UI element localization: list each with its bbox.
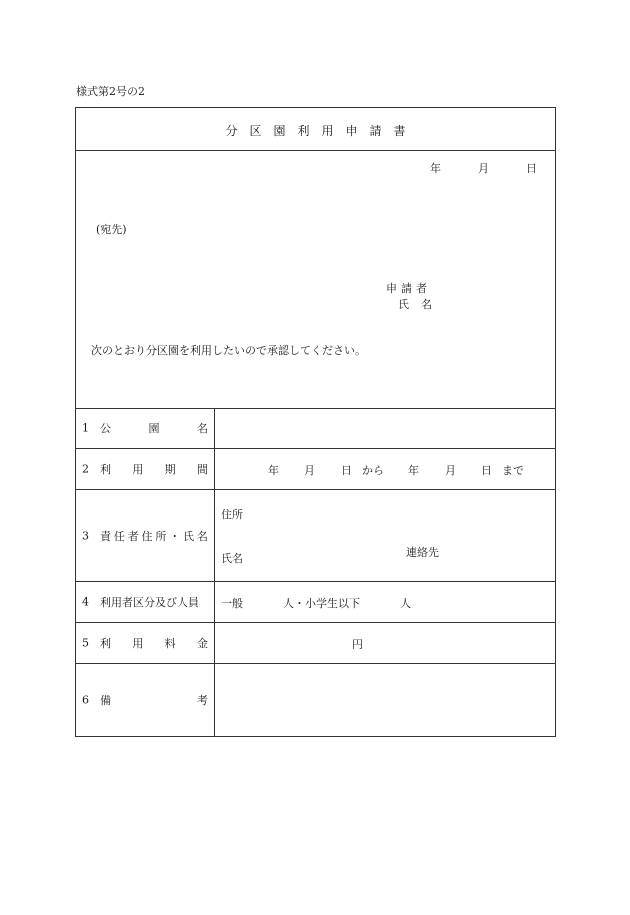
contact-label: 連絡先 (406, 546, 439, 559)
request-text: 次のとおり分区園を利用したいので承認してください。 (91, 344, 366, 357)
end-month-label: 月 (445, 464, 456, 477)
row-responsible-person (76, 490, 555, 582)
row-usage-fee (76, 623, 555, 664)
title-cell (76, 108, 555, 151)
responsible-person-field[interactable] (215, 490, 555, 581)
start-day-label: 日 (341, 464, 352, 477)
row-label (76, 582, 215, 622)
row-usage-period (76, 449, 555, 490)
usage-fee-field[interactable] (215, 623, 555, 663)
date-month-label: 月 (478, 162, 489, 175)
usage-period-field[interactable] (215, 449, 555, 489)
general-label: 一般 (221, 597, 243, 610)
row-label (76, 408, 215, 448)
applicant-block (386, 281, 444, 313)
from-label: から (362, 464, 384, 477)
row-label-text: 公 園 名 (100, 422, 208, 435)
yen-label: 円 (352, 638, 363, 651)
start-year-label: 年 (268, 464, 279, 477)
date-year-label: 年 (430, 162, 441, 175)
row-park-name (76, 408, 555, 449)
row-number: 3 (82, 529, 89, 542)
date-line (430, 160, 537, 176)
general-unit-label: 人・小学生以下 (283, 597, 360, 610)
row-label (76, 664, 215, 736)
applicant-label: 申請者 (386, 282, 431, 295)
user-category-field[interactable] (215, 582, 555, 622)
row-number: 4 (82, 595, 89, 609)
row-number: 2 (82, 462, 89, 476)
row-number: 6 (82, 693, 89, 707)
row-label-text: 利用者区分及び人員 (100, 596, 199, 609)
row-label (76, 623, 215, 663)
date-day-label: 日 (526, 162, 537, 175)
name-label: 氏名 (221, 552, 243, 565)
start-month-label: 月 (304, 464, 315, 477)
row-label-text: 利 用 期 間 (100, 463, 208, 476)
row-label-text: 備 考 (100, 694, 208, 707)
end-year-label: 年 (408, 464, 419, 477)
row-number: 1 (82, 421, 89, 435)
until-label: まで (502, 464, 524, 477)
row-remarks (76, 664, 555, 736)
application-form (75, 107, 556, 737)
row-number: 5 (82, 636, 89, 650)
form-id: 様式第2号の2 (76, 85, 145, 98)
address-label: 住所 (221, 508, 243, 521)
form-title: 分区園利用申請書 (225, 124, 418, 138)
child-unit-label: 人 (400, 597, 411, 610)
addressee-label: (宛先) (96, 223, 127, 236)
application-header (76, 150, 555, 409)
row-user-category (76, 582, 555, 623)
applicant-name-label: 氏名 (398, 298, 444, 311)
end-day-label: 日 (481, 464, 492, 477)
row-label (76, 490, 215, 581)
remarks-field[interactable] (215, 664, 555, 736)
row-label-text: 責 任 者 住 所 ・ 氏 名 (100, 529, 208, 543)
park-name-field[interactable] (215, 408, 555, 448)
row-label-text: 利 用 料 金 (100, 637, 208, 650)
row-label (76, 449, 215, 489)
